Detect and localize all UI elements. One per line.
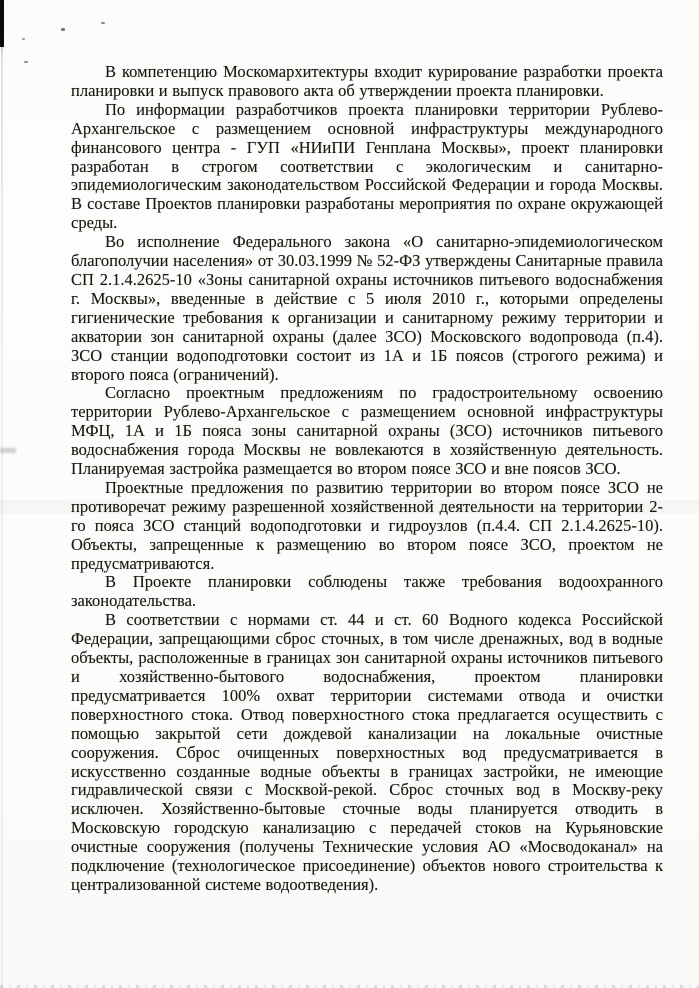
paragraph: Во исполнение Федерального закона «О санитарно-эпидемиологическом благополучии населения» от 30.03.1999 № 52-ФЗ утверждены Санитарные правила СП 2.1.4.2625-10 «Зоны санитарной охраны источников питьевого водоснабжения г. Москвы», введенные в действие с 5 июля 2010 г., которыми определены гигиенические требования к организации и санитарному режиму территории и акватории зон санитарной охраны (далее ЗСО) Московского водопровода (п.4). ЗСО станции водоподготовки состоит из 1А и 1Б поясов (строгого режима) и второго пояса (ограничений). [71, 232, 663, 384]
paragraph: Согласно проектным предложениям по градостроительному освоению территории Рублево-Архангельское с размещением основной инфраструктуры МФЦ, 1А и 1Б пояса зоны санитарной охраны (ЗСО) источников питьевого водоснабжения города Москвы не вовлекаются в хозяйственную деятельность. Планируемая застройка размещается во втором поясе ЗСО и вне поясов ЗСО. [71, 383, 663, 479]
scan-speck [24, 61, 28, 63]
scan-speck [22, 38, 25, 40]
paragraph: По информации разработчиков проекта планировки территории Рублево-Архангельское с размещением основной инфраструктуры международного финансового центра - ГУП «НИиПИ Генплана Москвы», проект планировки разработан в строгом соответствии с экологическим и санитарно-эпидемиологическим законодательством Российской Федерации и города Москвы. В составе Проектов планировки разработаны мероприятия по охране окружающей среды. [71, 99, 663, 233]
scan-edge-artifact [0, 0, 4, 47]
scan-speck [101, 22, 105, 24]
paragraph: Проектные предложения по развитию территории во втором поясе ЗСО не противоречат режиму разрешенной хозяйственной деятельности на территории 2-го пояса ЗСО станций водоподготовки и гидроузлов (п.4.4. СП 2.1.4.2625-10). Объекты, запрещенные к размещению во втором поясе ЗСО, проектом не предусматриваются. [71, 477, 663, 573]
paragraph: В компетенцию Москомархитектуры входит курирование разработки проекта планировки и выпуск правового акта об утверждении проекта планировки. [71, 62, 663, 100]
scan-smudge [0, 448, 16, 453]
document-body [71, 63, 663, 895]
paragraph: В соответствии с нормами ст. 44 и ст. 60 Водного кодекса Российской Федерации, запрещающими сброс сточных, в том числе дренажных, вод в водные объекты, расположенные в границах зон санитарной охраны источников питьевого и хозяйственно-бытового водоснабжения, проектом планировки предусматривается 100% охват территории системами отвода и очистки поверхностного стока. Отвод поверхностного стока предлагается осуществить с помощью закрытой сети дождевой канализации на локальные очистные сооружения. Сброс очищенных поверхностных вод предусматривается в искусственно созданные водные объекты в границах застройки, не имеющие гидравлической связи с Москвой-рекой. Сброс сточных вод в Москву-реку исключен. Хозяйственно-бытовые сточные воды планируется отводить в Московскую городскую канализацию с передачей стоков на Курьяновские очистные сооружения (получены Технические условия АО «Мосводоканал» на подключение (технологическое присоединение) объектов нового строительства к централизованной системе водоотведения). [71, 610, 663, 894]
scan-speck [61, 28, 65, 31]
paragraph: В Проекте планировки соблюдены также требования водоохранного законодательства. [71, 572, 663, 611]
scan-edge-line [1, 0, 3, 988]
